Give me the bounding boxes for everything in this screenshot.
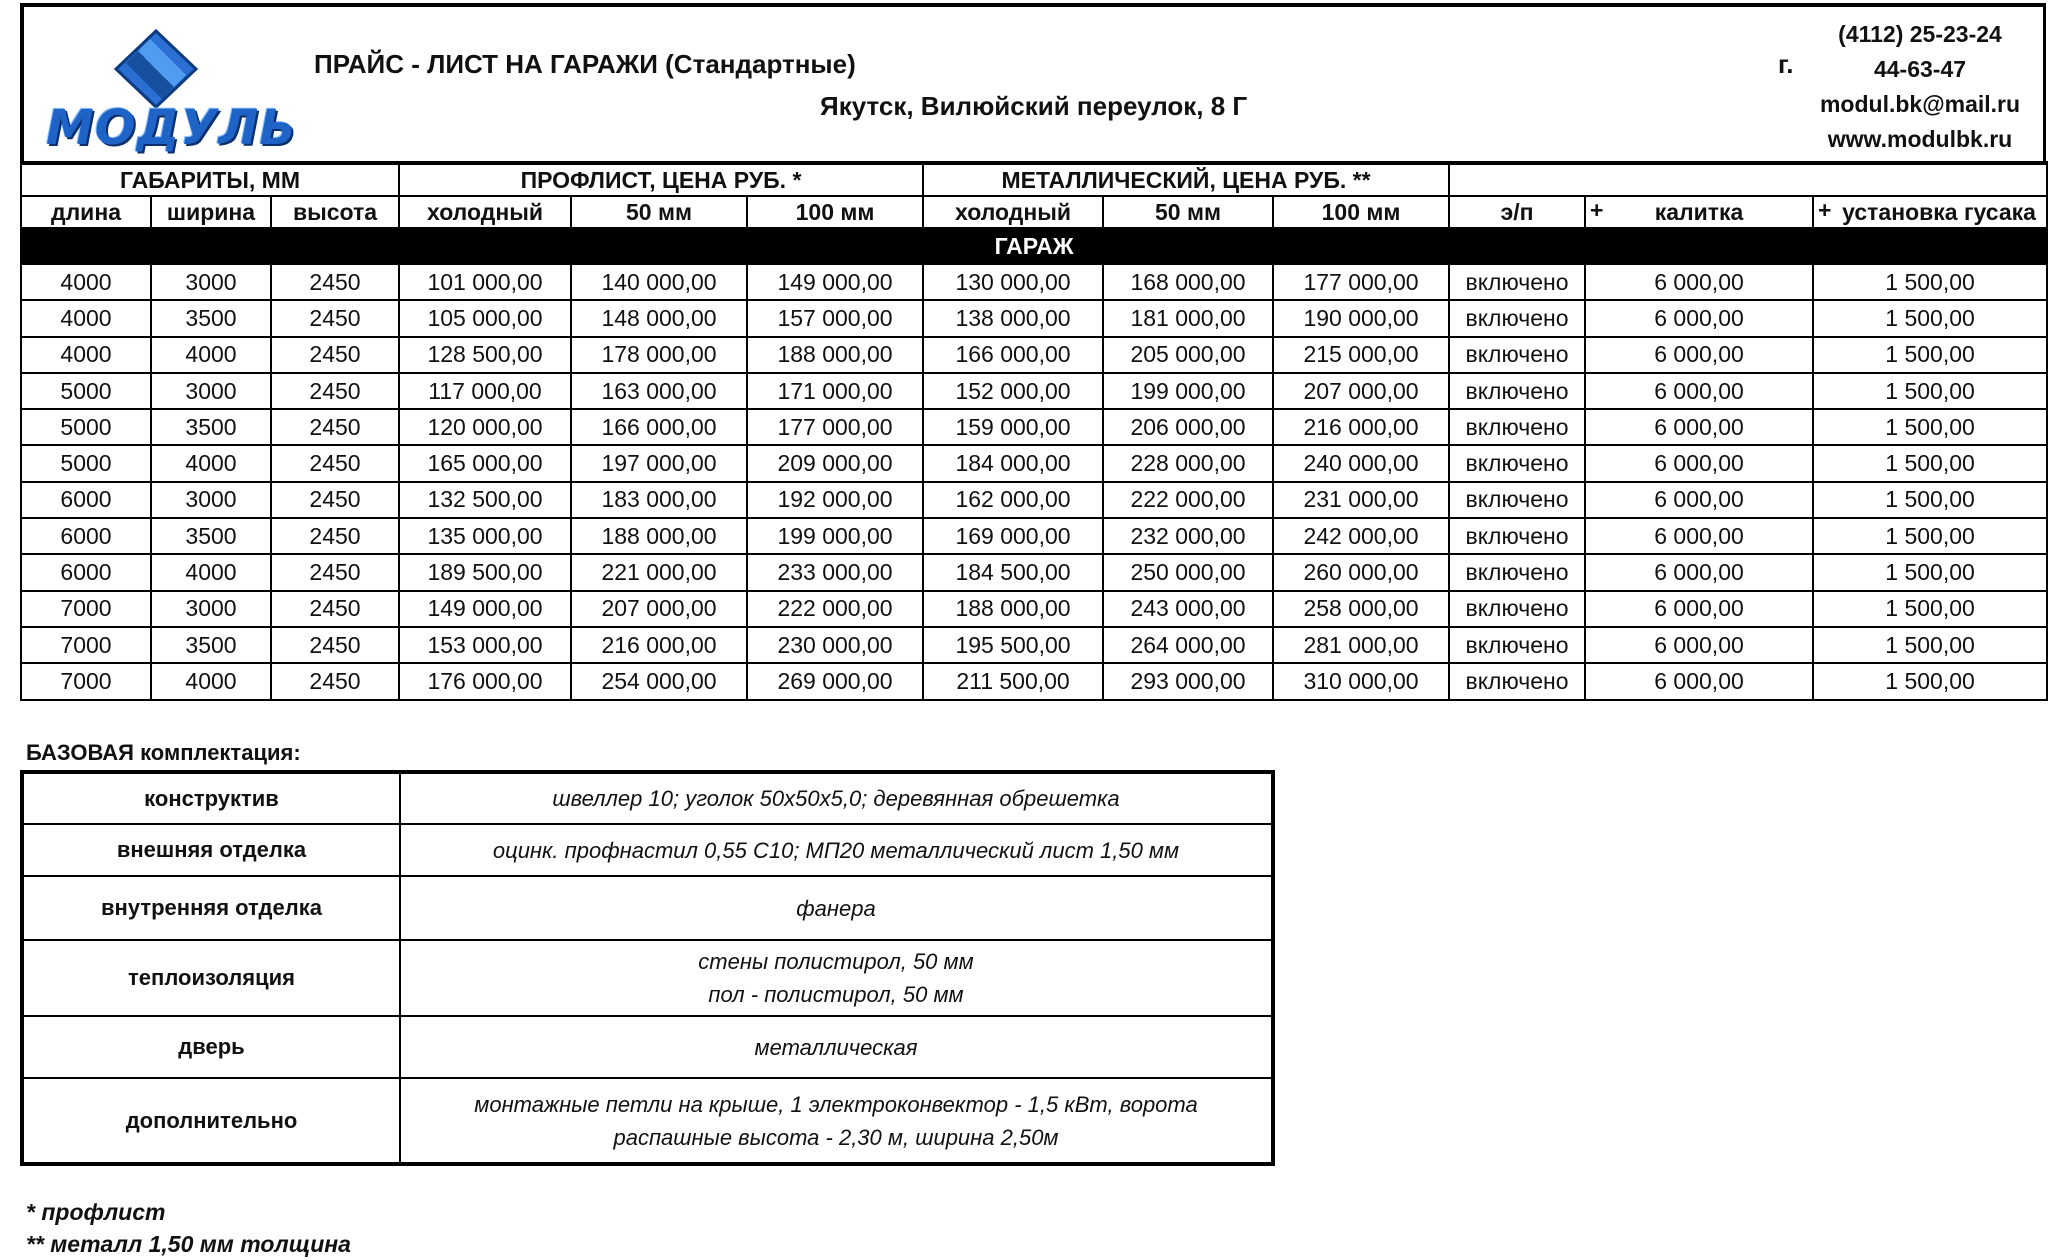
table-row xyxy=(21,264,2047,300)
table-row xyxy=(21,554,2047,590)
base-config-value-line: оцинк. профнастил 0,55 С10; МП20 металлический лист 1,50 мм xyxy=(492,837,1180,863)
base-config-value xyxy=(400,1078,1273,1164)
cell-width: 3500 xyxy=(151,627,271,663)
cell-metal-100: 281 000,00 xyxy=(1273,627,1449,663)
cell-length: 5000 xyxy=(21,445,151,481)
cell-electric: включено xyxy=(1449,373,1585,409)
cell-profile-50: 178 000,00 xyxy=(571,337,747,373)
cell-metal-100: 260 000,00 xyxy=(1273,554,1449,590)
col-profile-cold: холодный xyxy=(399,196,571,228)
cell-width: 4000 xyxy=(151,445,271,481)
cell-electric: включено xyxy=(1449,264,1585,300)
cell-gooseneck-price: 1 500,00 xyxy=(1813,627,2047,663)
base-config-table xyxy=(20,770,1275,1166)
base-config-row xyxy=(22,824,1273,876)
cell-metal-cold: 184 000,00 xyxy=(923,445,1103,481)
contact-block xyxy=(1805,17,2035,157)
cell-metal-100: 240 000,00 xyxy=(1273,445,1449,481)
city-prefix: г. xyxy=(1778,49,1794,79)
cell-electric: включено xyxy=(1449,627,1585,663)
cell-metal-cold: 152 000,00 xyxy=(923,373,1103,409)
cell-profile-50: 148 000,00 xyxy=(571,300,747,336)
table-row xyxy=(21,445,2047,481)
cell-profile-50: 207 000,00 xyxy=(571,591,747,627)
cell-height: 2450 xyxy=(271,409,399,445)
cell-wicket-price: 6 000,00 xyxy=(1585,264,1813,300)
cell-profile-cold: 128 500,00 xyxy=(399,337,571,373)
cell-height: 2450 xyxy=(271,554,399,590)
cell-profile-50: 166 000,00 xyxy=(571,409,747,445)
plus-mark: + xyxy=(1590,197,1604,223)
base-config-value xyxy=(400,876,1273,940)
cell-gooseneck-price: 1 500,00 xyxy=(1813,554,2047,590)
cell-length: 6000 xyxy=(21,554,151,590)
cell-width: 3500 xyxy=(151,518,271,554)
cell-electric: включено xyxy=(1449,663,1585,699)
cell-metal-100: 231 000,00 xyxy=(1273,482,1449,518)
cell-wicket-price: 6 000,00 xyxy=(1585,482,1813,518)
cell-gooseneck-price: 1 500,00 xyxy=(1813,663,2047,699)
cell-profile-50: 140 000,00 xyxy=(571,264,747,300)
col-metal-cold: холодный xyxy=(923,196,1103,228)
cell-width: 3000 xyxy=(151,482,271,518)
col-electric: э/п xyxy=(1449,196,1585,228)
cell-metal-cold: 138 000,00 xyxy=(923,300,1103,336)
cell-gooseneck-price: 1 500,00 xyxy=(1813,300,2047,336)
cell-metal-cold: 159 000,00 xyxy=(923,409,1103,445)
cell-metal-cold: 166 000,00 xyxy=(923,337,1103,373)
footnotes xyxy=(26,1196,351,1260)
cell-wicket-price: 6 000,00 xyxy=(1585,409,1813,445)
cell-width: 4000 xyxy=(151,337,271,373)
cell-length: 5000 xyxy=(21,409,151,445)
cell-height: 2450 xyxy=(271,627,399,663)
base-config-label: внутренняя отделка xyxy=(22,876,400,940)
cell-metal-50: 206 000,00 xyxy=(1103,409,1273,445)
cell-metal-50: 199 000,00 xyxy=(1103,373,1273,409)
cell-height: 2450 xyxy=(271,591,399,627)
cell-gooseneck-price: 1 500,00 xyxy=(1813,409,2047,445)
base-config-row xyxy=(22,1016,1273,1078)
cell-metal-100: 242 000,00 xyxy=(1273,518,1449,554)
group-profile: ПРОФЛИСТ, ЦЕНА РУБ. * xyxy=(399,163,923,196)
column-header-row xyxy=(21,196,2047,228)
cell-height: 2450 xyxy=(271,518,399,554)
base-config-value-line: швеллер 10; уголок 50х50х5,0; деревянная обрешетка xyxy=(552,786,1120,811)
base-config-label: внешняя отделка xyxy=(22,824,400,876)
phone-secondary: 44-63-47 xyxy=(1873,56,1967,82)
table-row xyxy=(21,663,2047,699)
cell-profile-100: 188 000,00 xyxy=(747,337,923,373)
cell-metal-100: 215 000,00 xyxy=(1273,337,1449,373)
col-metal-100: 100 мм xyxy=(1273,196,1449,228)
document-header xyxy=(20,3,2046,161)
table-row xyxy=(21,482,2047,518)
footnote-metal: ** металл 1,50 мм толщина xyxy=(26,1231,351,1257)
cell-length: 4000 xyxy=(21,300,151,336)
cell-profile-100: 233 000,00 xyxy=(747,554,923,590)
cell-profile-100: 157 000,00 xyxy=(747,300,923,336)
cell-wicket-price: 6 000,00 xyxy=(1585,554,1813,590)
cell-width: 4000 xyxy=(151,663,271,699)
cell-profile-50: 216 000,00 xyxy=(571,627,747,663)
cell-profile-50: 254 000,00 xyxy=(571,663,747,699)
cell-profile-100: 199 000,00 xyxy=(747,518,923,554)
cell-profile-100: 171 000,00 xyxy=(747,373,923,409)
cell-wicket-price: 6 000,00 xyxy=(1585,663,1813,699)
cell-profile-50: 221 000,00 xyxy=(571,554,747,590)
cell-metal-50: 181 000,00 xyxy=(1103,300,1273,336)
cell-profile-100: 222 000,00 xyxy=(747,591,923,627)
group-extras xyxy=(1449,163,2047,196)
base-config-label: дополнительно xyxy=(22,1078,400,1164)
col-metal-50: 50 мм xyxy=(1103,196,1273,228)
cell-length: 5000 xyxy=(21,373,151,409)
cell-metal-50: 168 000,00 xyxy=(1103,264,1273,300)
cell-electric: включено xyxy=(1449,337,1585,373)
col-height: высота xyxy=(271,196,399,228)
cell-metal-50: 293 000,00 xyxy=(1103,663,1273,699)
cell-profile-cold: 153 000,00 xyxy=(399,627,571,663)
cell-gooseneck-price: 1 500,00 xyxy=(1813,445,2047,481)
cell-profile-50: 183 000,00 xyxy=(571,482,747,518)
cell-metal-cold: 211 500,00 xyxy=(923,663,1103,699)
cell-height: 2450 xyxy=(271,373,399,409)
cell-metal-50: 232 000,00 xyxy=(1103,518,1273,554)
section-garage: ГАРАЖ xyxy=(21,228,2047,264)
cell-metal-100: 207 000,00 xyxy=(1273,373,1449,409)
base-config-value xyxy=(400,772,1273,824)
cell-profile-100: 269 000,00 xyxy=(747,663,923,699)
cell-gooseneck-price: 1 500,00 xyxy=(1813,518,2047,554)
cell-height: 2450 xyxy=(271,482,399,518)
cell-profile-100: 230 000,00 xyxy=(747,627,923,663)
cell-metal-cold: 188 000,00 xyxy=(923,591,1103,627)
cell-metal-50: 205 000,00 xyxy=(1103,337,1273,373)
cell-gooseneck-price: 1 500,00 xyxy=(1813,591,2047,627)
cell-electric: включено xyxy=(1449,445,1585,481)
base-config-value-line: фанера xyxy=(796,895,876,921)
col-wicket-label: калитка xyxy=(1654,198,1744,225)
cell-width: 3000 xyxy=(151,373,271,409)
section-row xyxy=(21,228,2047,264)
base-config-value-line: металлическая xyxy=(754,1034,918,1060)
table-row xyxy=(21,373,2047,409)
cell-profile-100: 192 000,00 xyxy=(747,482,923,518)
base-config-row xyxy=(22,876,1273,940)
cell-profile-cold: 101 000,00 xyxy=(399,264,571,300)
col-length: длина xyxy=(21,196,151,228)
cell-electric: включено xyxy=(1449,482,1585,518)
cell-electric: включено xyxy=(1449,409,1585,445)
cell-profile-100: 177 000,00 xyxy=(747,409,923,445)
cell-wicket-price: 6 000,00 xyxy=(1585,518,1813,554)
cell-length: 4000 xyxy=(21,264,151,300)
cell-metal-50: 222 000,00 xyxy=(1103,482,1273,518)
table-row xyxy=(21,627,2047,663)
cell-width: 3000 xyxy=(151,264,271,300)
col-profile-100: 100 мм xyxy=(747,196,923,228)
footnote-profile: * профлист xyxy=(26,1199,166,1225)
cell-metal-cold: 195 500,00 xyxy=(923,627,1103,663)
col-gooseneck-label: установка гусака xyxy=(1842,198,2036,225)
cell-profile-cold: 132 500,00 xyxy=(399,482,571,518)
cell-length: 7000 xyxy=(21,591,151,627)
base-config-row xyxy=(22,772,1273,824)
cell-gooseneck-price: 1 500,00 xyxy=(1813,373,2047,409)
cell-height: 2450 xyxy=(271,337,399,373)
cell-length: 7000 xyxy=(21,663,151,699)
cell-profile-cold: 149 000,00 xyxy=(399,591,571,627)
group-metal: МЕТАЛЛИЧЕСКИЙ, ЦЕНА РУБ. ** xyxy=(923,163,1449,196)
cell-width: 3500 xyxy=(151,300,271,336)
cell-height: 2450 xyxy=(271,445,399,481)
base-config-value xyxy=(400,1016,1273,1078)
col-wicket xyxy=(1585,196,1813,228)
base-config-value-line: монтажные петли на крыше, 1 электроконвектор - 1,5 кВт, ворота xyxy=(474,1091,1198,1117)
cell-profile-cold: 189 500,00 xyxy=(399,554,571,590)
cell-profile-cold: 176 000,00 xyxy=(399,663,571,699)
base-config-label: конструктив xyxy=(22,772,400,824)
cell-metal-cold: 184 500,00 xyxy=(923,554,1103,590)
cell-wicket-price: 6 000,00 xyxy=(1585,627,1813,663)
cell-wicket-price: 6 000,00 xyxy=(1585,445,1813,481)
col-profile-50: 50 мм xyxy=(571,196,747,228)
cell-profile-cold: 120 000,00 xyxy=(399,409,571,445)
cell-length: 4000 xyxy=(21,337,151,373)
logo-wordmark: МОДУЛЬ xyxy=(46,100,297,156)
cell-wicket-price: 6 000,00 xyxy=(1585,591,1813,627)
cell-electric: включено xyxy=(1449,518,1585,554)
cell-length: 6000 xyxy=(21,518,151,554)
cell-profile-cold: 165 000,00 xyxy=(399,445,571,481)
phone-primary: (4112) 25-23-24 xyxy=(1838,21,2002,47)
table-row xyxy=(21,300,2047,336)
cell-gooseneck-price: 1 500,00 xyxy=(1813,482,2047,518)
cell-length: 6000 xyxy=(21,482,151,518)
base-config-row xyxy=(22,1078,1273,1164)
cell-wicket-price: 6 000,00 xyxy=(1585,300,1813,336)
cell-wicket-price: 6 000,00 xyxy=(1585,373,1813,409)
base-config-value-line: распашные высота - 2,30 м, ширина 2,50м xyxy=(613,1124,1059,1150)
cell-profile-50: 163 000,00 xyxy=(571,373,747,409)
cell-wicket-price: 6 000,00 xyxy=(1585,337,1813,373)
base-config-value-line: стены полистирол, 50 мм xyxy=(698,949,974,974)
base-config-row xyxy=(22,940,1273,1016)
company-address: Якутск, Вилюйский переулок, 8 Г xyxy=(820,91,1248,121)
plus-mark: + xyxy=(1818,197,1832,223)
base-config-label: дверь xyxy=(22,1016,400,1078)
cell-metal-cold: 162 000,00 xyxy=(923,482,1103,518)
cell-metal-100: 216 000,00 xyxy=(1273,409,1449,445)
base-config-title: БАЗОВАЯ комплектация: xyxy=(26,740,301,765)
cell-electric: включено xyxy=(1449,591,1585,627)
cell-height: 2450 xyxy=(271,663,399,699)
table-row xyxy=(21,591,2047,627)
cell-metal-cold: 169 000,00 xyxy=(923,518,1103,554)
price-table xyxy=(20,161,2048,701)
cell-profile-50: 197 000,00 xyxy=(571,445,747,481)
cell-metal-50: 243 000,00 xyxy=(1103,591,1273,627)
table-row xyxy=(21,409,2047,445)
cell-length: 7000 xyxy=(21,627,151,663)
group-dimensions: ГАБАРИТЫ, ММ xyxy=(21,163,399,196)
cell-gooseneck-price: 1 500,00 xyxy=(1813,337,2047,373)
cell-height: 2450 xyxy=(271,300,399,336)
col-gooseneck xyxy=(1813,196,2047,228)
cell-metal-100: 258 000,00 xyxy=(1273,591,1449,627)
cell-metal-100: 310 000,00 xyxy=(1273,663,1449,699)
contact-website: www.modulbk.ru xyxy=(1827,126,2013,152)
cell-width: 3500 xyxy=(151,409,271,445)
contact-email: modul.bk@mail.ru xyxy=(1819,91,2021,117)
cell-profile-100: 209 000,00 xyxy=(747,445,923,481)
cell-metal-50: 250 000,00 xyxy=(1103,554,1273,590)
cell-profile-cold: 117 000,00 xyxy=(399,373,571,409)
cell-metal-50: 264 000,00 xyxy=(1103,627,1273,663)
cell-profile-50: 188 000,00 xyxy=(571,518,747,554)
table-row xyxy=(21,518,2047,554)
cell-metal-50: 228 000,00 xyxy=(1103,445,1273,481)
cell-electric: включено xyxy=(1449,300,1585,336)
cell-width: 3000 xyxy=(151,591,271,627)
group-header-row xyxy=(21,163,2047,196)
price-rows xyxy=(21,264,2047,700)
cell-width: 4000 xyxy=(151,554,271,590)
cell-profile-100: 149 000,00 xyxy=(747,264,923,300)
cell-metal-cold: 130 000,00 xyxy=(923,264,1103,300)
base-config-label: теплоизоляция xyxy=(22,940,400,1016)
col-width: ширина xyxy=(151,196,271,228)
document-title: ПРАЙС - ЛИСТ НА ГАРАЖИ (Стандартные) xyxy=(314,49,856,79)
cell-profile-cold: 135 000,00 xyxy=(399,518,571,554)
base-config-value xyxy=(400,940,1273,1016)
base-config-value-line: пол - полистирол, 50 мм xyxy=(708,982,964,1007)
cell-height: 2450 xyxy=(271,264,399,300)
base-config-value xyxy=(400,824,1273,876)
cell-profile-cold: 105 000,00 xyxy=(399,300,571,336)
cell-metal-100: 190 000,00 xyxy=(1273,300,1449,336)
cell-metal-100: 177 000,00 xyxy=(1273,264,1449,300)
table-row xyxy=(21,337,2047,373)
cell-electric: включено xyxy=(1449,554,1585,590)
cell-gooseneck-price: 1 500,00 xyxy=(1813,264,2047,300)
